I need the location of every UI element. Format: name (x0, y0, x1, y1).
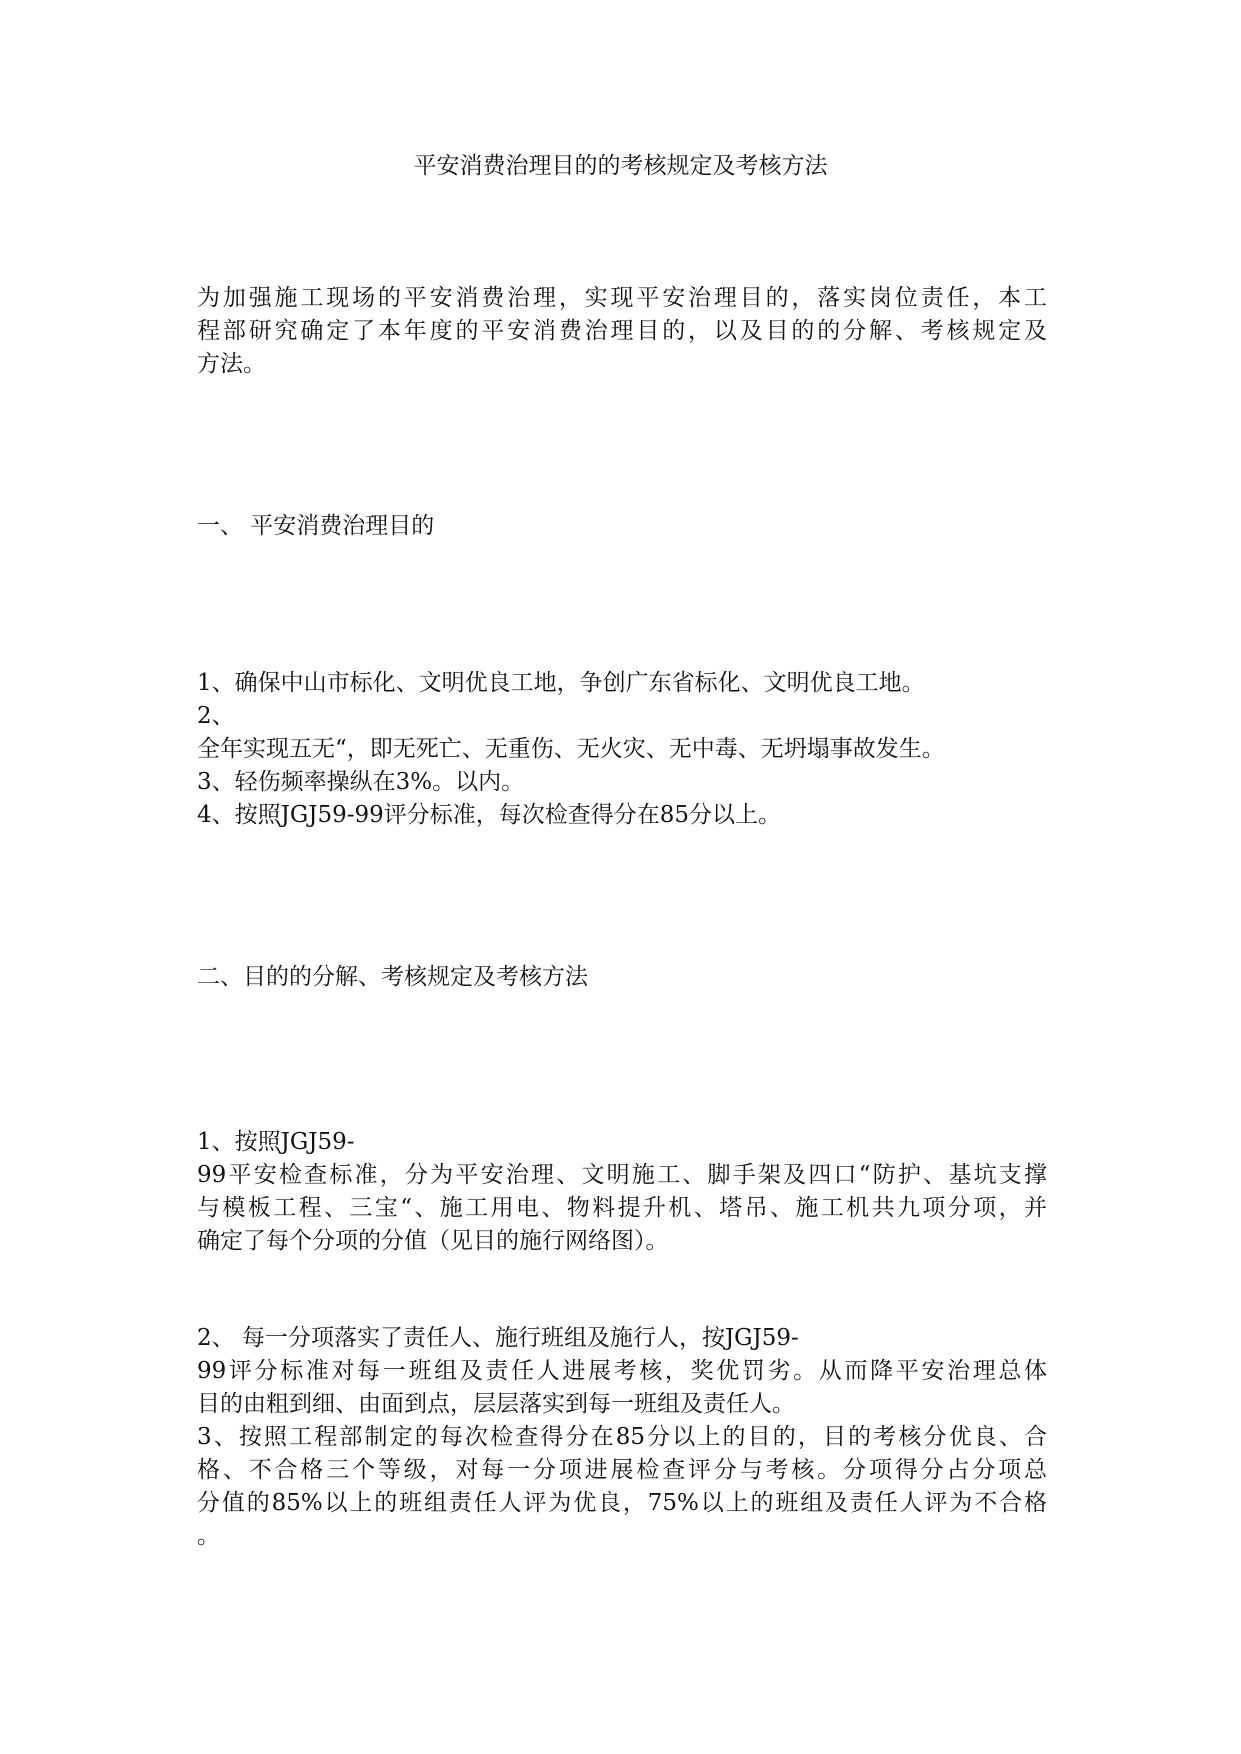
section2-item2-line: 99评分标准对每一班组及责任人进展考核，奖优罚劣。从而降平安治理总体 (197, 1358, 1047, 1384)
section2-item2-line: 2、 每一分项落实了责任人、施行班组及施行人，按JGJ59- (197, 1325, 799, 1351)
section2-item2-line: 3、按照工程部制定的每次检查得分在85分以上的目的，目的考核分优良、合 (197, 1424, 1047, 1450)
section2-item1-line: 1、按照JGJ59- (197, 1129, 355, 1155)
section1-line: 全年实现五无“，即无死亡、无重伤、无火灾、无中毒、无坍塌事故发生。 (197, 736, 945, 762)
section1-line: 3、轻伤频率操纵在3%。以内。 (197, 769, 525, 795)
section2-item2-line: 分值的85%以上的班组责任人评为优良，75%以上的班组及责任人评为不合格 (197, 1490, 1047, 1516)
section2-heading: 二、目的的分解、考核规定及考核方法 (197, 964, 588, 990)
section1-line: 2、 (197, 703, 235, 729)
section1-line: 1、确保中山市标化、文明优良工地，争创广东省标化、文明优良工地。 (197, 670, 925, 696)
section1-line: 4、按照JGJ59-99评分标准，每次检查得分在85分以上。 (197, 802, 782, 828)
section2-item1-line: 与模板工程、三宝“、施工用电、物料提升机、塔吊、施工机共九项分项，并 (197, 1195, 1047, 1221)
section2-item1-line: 99平安检查标准，分为平安治理、文明施工、脚手架及四口“防护、基坑支撑 (197, 1162, 1047, 1188)
intro-line: 为加强施工现场的平安消费治理，实现平安治理目的，落实岗位责任，本工 (197, 285, 1047, 311)
section2-item2-line: 。 (197, 1523, 220, 1549)
section1-list (197, 667, 1047, 832)
section2-item2 (197, 1322, 1047, 1553)
intro-line: 方法。 (197, 351, 266, 377)
intro-line: 程部研究确定了本年度的平安消费治理目的，以及目的的分解、考核规定及 (197, 318, 1047, 344)
section2-item2-line: 格、不合格三个等级，对每一分项进展检查评分与考核。分项得分占分项总 (197, 1457, 1047, 1483)
section2-item1-line: 确定了每个分项的分值（见目的施行网络图）。 (197, 1228, 669, 1254)
section2-item1 (197, 1126, 1047, 1258)
intro-paragraph (197, 282, 1047, 381)
section2-item2-line: 目的由粗到细、由面到点，层层落实到每一班组及责任人。 (197, 1391, 795, 1417)
document-title: 平安消费治理目的的考核规定及考核方法 (413, 153, 828, 179)
section1-heading: 一、 平安消费治理目的 (197, 513, 435, 539)
